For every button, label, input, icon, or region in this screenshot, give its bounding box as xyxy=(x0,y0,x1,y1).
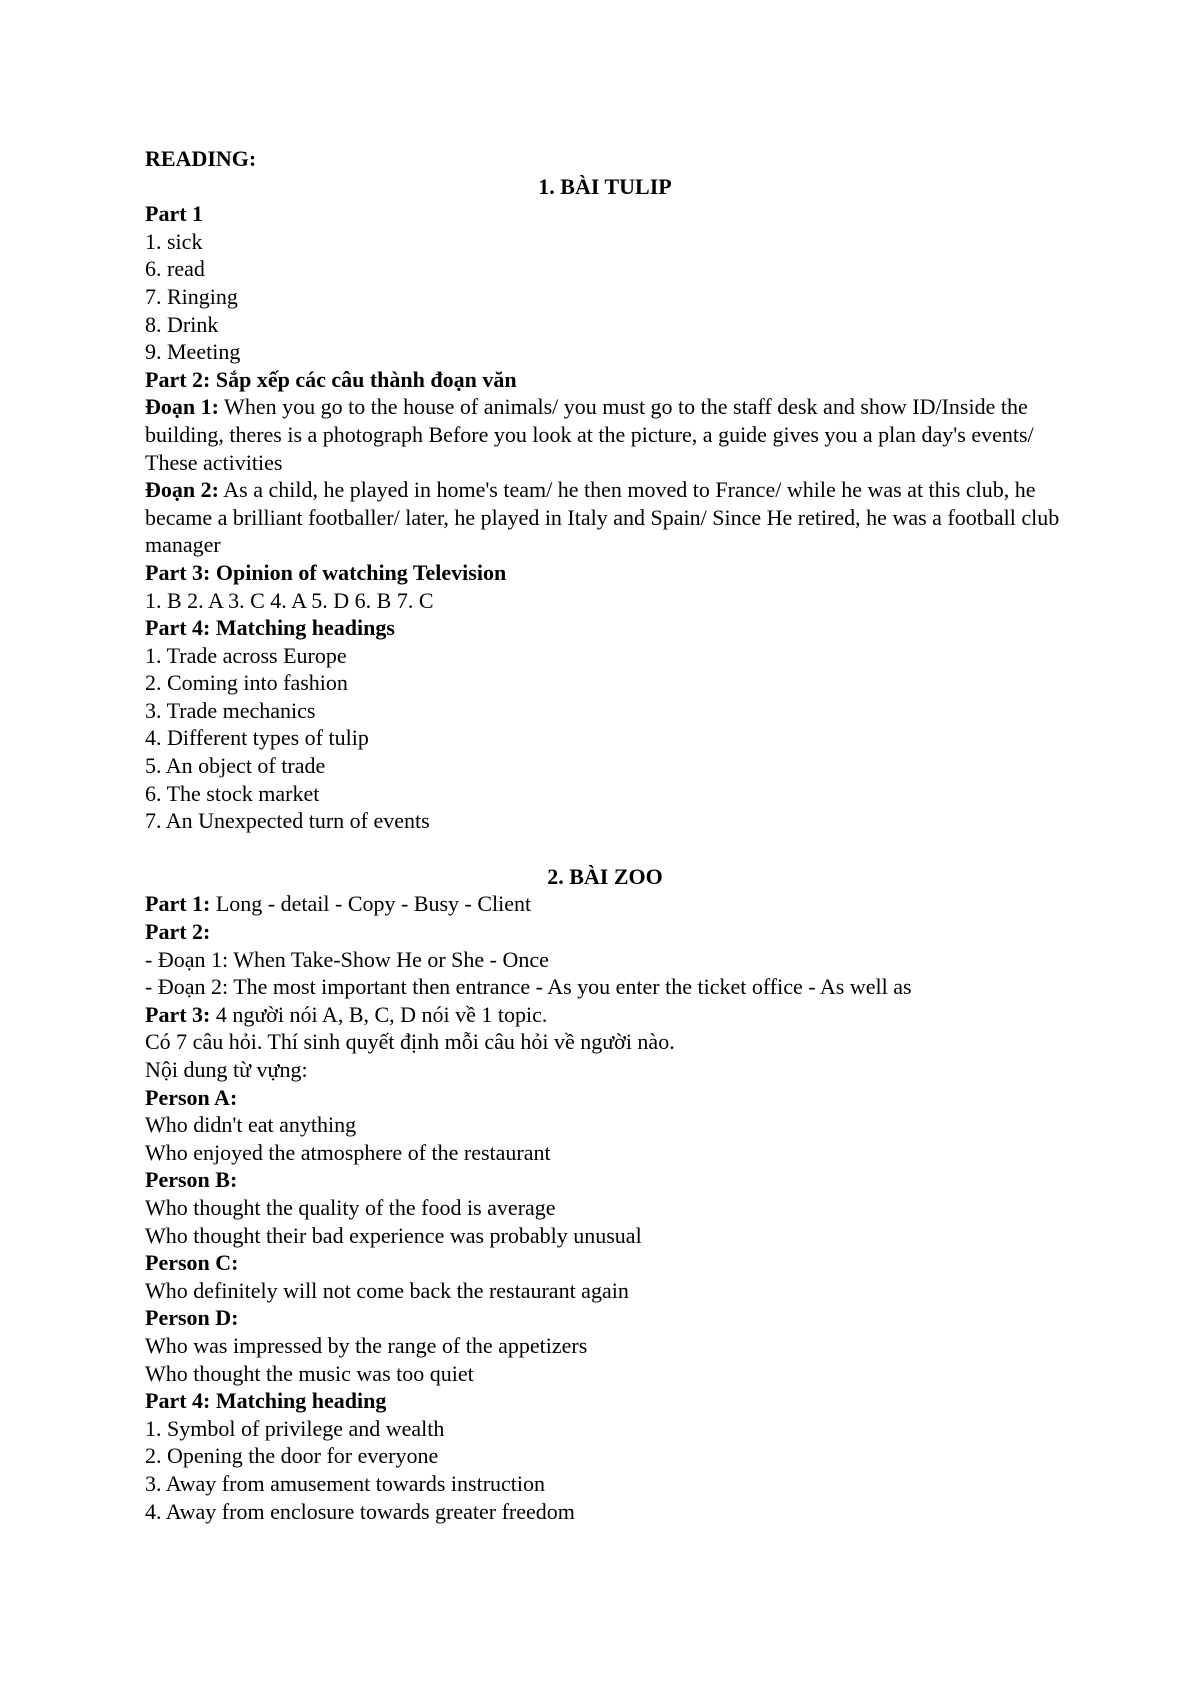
part1-heading: Part 1 xyxy=(145,201,204,227)
list-item: 7. An Unexpected turn of events xyxy=(145,808,430,834)
list-item: Who thought their bad experience was probably unusual xyxy=(145,1222,642,1248)
list-item: Who definitely will not come back the restaurant again xyxy=(145,1277,629,1303)
doan2-label: Đoạn 2: xyxy=(145,477,219,503)
list-item: 3. Trade mechanics xyxy=(145,697,316,723)
part4-heading: Part 4: Matching headings xyxy=(145,615,395,641)
part3-answers: 1. B 2. A 3. C 4. A 5. D 6. B 7. C xyxy=(145,587,434,613)
list-item: 1. Symbol of privilege and wealth xyxy=(145,1415,445,1441)
zoo-part3-label: Part 3: xyxy=(145,1001,211,1027)
list-item: 5. An object of trade xyxy=(145,753,326,779)
person-b-label: Person B: xyxy=(145,1167,238,1193)
list-item: 3. Away from amusement towards instruction xyxy=(145,1470,546,1496)
list-item: Who thought the quality of the food is average xyxy=(145,1194,556,1220)
text-line: Có 7 câu hỏi. Thí sinh quyết định mỗi câu hỏi về người nào. xyxy=(145,1029,675,1055)
list-item: Who was impressed by the range of the appetizers xyxy=(145,1332,588,1358)
list-item: Who thought the music was too quiet xyxy=(145,1360,474,1386)
zoo-part1-text: Long - detail - Copy - Busy - Client xyxy=(210,891,532,917)
zoo-part3 xyxy=(145,1001,1065,1029)
doan1-label: Đoạn 1: xyxy=(145,394,219,420)
zoo-part1-label: Part 1: xyxy=(145,891,211,917)
person-d-label: Person D: xyxy=(145,1305,239,1331)
section-title-zoo: 2. BÀI ZOO xyxy=(547,863,663,889)
list-item: 6. read xyxy=(145,256,205,282)
list-item: 1. Trade across Europe xyxy=(145,642,347,668)
person-a-label: Person A: xyxy=(145,1084,238,1110)
list-item: - Đoạn 1: When Take-Show He or She - Once xyxy=(145,946,549,972)
paragraph-doan1 xyxy=(145,393,1065,476)
section-spacer xyxy=(145,835,1065,863)
list-item: Who didn't eat anything xyxy=(145,1112,357,1138)
list-item: - Đoạn 2: The most important then entrance - As you enter the ticket office - As well as xyxy=(145,974,912,1000)
text-line: Nội dung từ vựng: xyxy=(145,1057,308,1082)
part2-heading: Part 2: Sắp xếp các câu thành đoạn văn xyxy=(145,366,517,392)
section-title-tulip: 1. BÀI TULIP xyxy=(538,173,672,199)
list-item: 4. Away from enclosure towards greater freedom xyxy=(145,1498,575,1524)
doan1-text: When you go to the house of animals/ you must go to the staff desk and show ID/Inside the building, theres is a photograph Before you look at the picture, a guide gives you a plan day's events/ These activities xyxy=(145,394,1034,475)
list-item: 4. Different types of tulip xyxy=(145,725,369,751)
part3-heading: Part 3: Opinion of watching Television xyxy=(145,559,507,585)
doan2-text: As a child, he played in home's team/ he then moved to France/ while he was at this club, he became a brilliant footballer/ later, he played in Italy and Spain/ Since He retired, he was a football club manager xyxy=(145,477,1060,558)
zoo-part3-text: 4 người nói A, B, C, D nói về 1 topic. xyxy=(210,1001,548,1027)
list-item: 1. sick xyxy=(145,228,203,254)
list-item: 2. Opening the door for everyone xyxy=(145,1443,439,1469)
list-item: 7. Ringing xyxy=(145,283,238,309)
zoo-part2-label: Part 2: xyxy=(145,919,211,945)
document-page xyxy=(145,145,1065,1525)
person-c-label: Person C: xyxy=(145,1250,239,1276)
list-item: 9. Meeting xyxy=(145,339,241,365)
zoo-part4-heading: Part 4: Matching heading xyxy=(145,1388,387,1414)
reading-header: READING: xyxy=(145,146,257,171)
list-item: 6. The stock market xyxy=(145,780,320,806)
list-item: 8. Drink xyxy=(145,311,219,337)
paragraph-doan2 xyxy=(145,476,1065,559)
list-item: Who enjoyed the atmosphere of the restaurant xyxy=(145,1139,551,1165)
zoo-part1 xyxy=(145,890,1065,918)
list-item: 2. Coming into fashion xyxy=(145,670,348,696)
